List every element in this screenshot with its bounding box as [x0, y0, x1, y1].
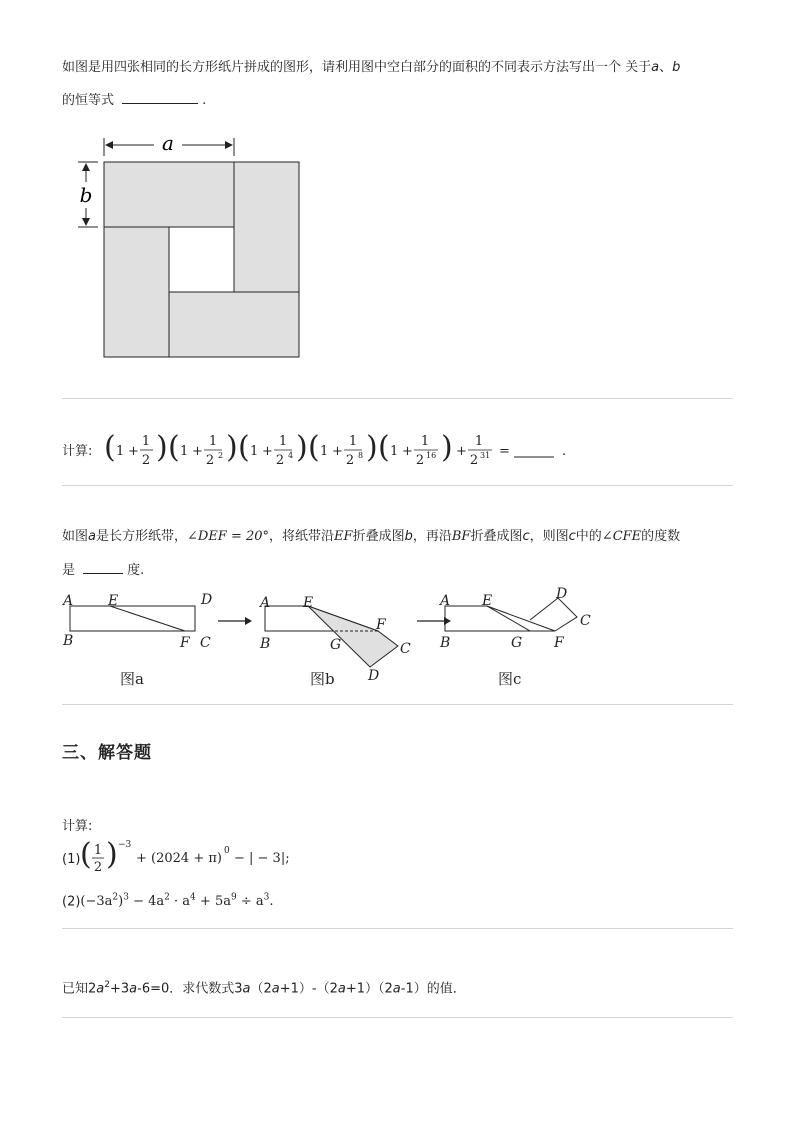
q5-t3: -6=0．求代数式3	[137, 981, 243, 997]
rect-left	[104, 227, 169, 357]
q3-angle2: ∠CFE	[601, 529, 642, 544]
q4-p2-b: )	[118, 894, 124, 910]
q5-a2: a	[129, 981, 138, 997]
q4-exp-neg3: −3	[118, 840, 132, 850]
q3-figures	[60, 585, 600, 695]
q4-part2-expr	[80, 894, 273, 909]
fig-a-caption: 图a	[120, 670, 144, 688]
dim-a-label: a	[162, 131, 174, 155]
q2-plus-1: +	[128, 444, 139, 459]
q4-part1-index: (1)	[62, 852, 81, 867]
q5-t5: +1）-（2	[279, 981, 338, 997]
q1-sep: 、	[659, 60, 673, 75]
q2-one-3: 1	[250, 444, 259, 459]
q5-t1: 已知2	[62, 981, 97, 997]
fig-a-label-C: C	[200, 635, 211, 651]
q4-p2-a: (−3a	[80, 894, 113, 910]
q3-t8: 中的	[575, 529, 602, 544]
divider-2	[62, 485, 733, 486]
q1-line2-text: 的恒等式	[62, 93, 115, 108]
fig-a-label-F: F	[180, 635, 190, 651]
q4-p2-e: + 5a	[195, 894, 231, 910]
q3-t7: ，则图	[529, 529, 569, 544]
q1-answer-blank[interactable]	[122, 89, 198, 104]
q2-terms	[104, 430, 566, 468]
q3-t5: ，再沿	[412, 529, 452, 544]
q4-p2-b-exp: 3	[123, 893, 129, 903]
divider-3	[62, 704, 733, 705]
q2-paren-close-5: )	[441, 430, 453, 465]
q3-line1	[62, 527, 680, 547]
q2-exp-5: 16	[426, 451, 437, 460]
fig-b-label-C: C	[400, 641, 411, 657]
q4-p2-d: · a	[169, 894, 191, 910]
divider-1	[62, 398, 733, 399]
rect-right	[234, 162, 299, 292]
q2-paren-open-1: (	[104, 430, 116, 465]
q5-a1: a	[96, 981, 105, 997]
fig-c-strip	[445, 606, 530, 631]
q2-label: 计算:	[62, 444, 93, 459]
q2-paren-close-2: )	[226, 430, 238, 465]
q2-den-tail: 2	[469, 453, 479, 468]
rect-bottom	[169, 292, 299, 357]
q2-plus-4: +	[332, 444, 343, 459]
divider-5	[62, 1017, 733, 1018]
fig-b-label-F: F	[376, 617, 386, 633]
q4-p2-a-exp: 2	[112, 893, 119, 903]
q2-plus-2: +	[192, 444, 203, 459]
q2-expression	[100, 426, 580, 476]
q2-paren-open-3: (	[238, 430, 250, 465]
q4-part2-index: (2)	[62, 894, 81, 910]
q3-ef: EF	[334, 529, 353, 544]
fig-a-label-B: B	[63, 633, 74, 649]
q3-angle: ∠DEF = 20°	[187, 529, 270, 544]
q1-line1	[62, 58, 680, 78]
q3-t1: 如图	[62, 529, 89, 544]
fig-b-caption: 图b	[310, 670, 335, 688]
fig-c-line-ef	[487, 606, 555, 631]
fig-a-line-ef	[110, 606, 185, 631]
q5-t6: +1）（2	[345, 981, 393, 997]
q2-exp-tail: 31	[480, 451, 491, 460]
q3-t2: 是长方形纸带，	[95, 529, 187, 544]
q2-num-1: 1	[141, 434, 151, 449]
fig-c-label-D: D	[556, 586, 568, 602]
q3-t6: 折叠成图	[470, 529, 523, 544]
q2-num-5: 1	[420, 434, 430, 449]
q2-one-5: 1	[390, 444, 399, 459]
q2-paren-close-1: )	[156, 430, 168, 465]
center-square	[169, 227, 234, 292]
q2-one-1: 1	[116, 444, 125, 459]
fig-c-label-G: G	[511, 635, 523, 651]
fig-a-label-A: A	[63, 593, 74, 609]
q4-label: 计算:	[62, 819, 93, 834]
q5-a6: a	[392, 981, 401, 997]
q5-t4: （2	[250, 981, 272, 997]
q3-line2-a: 是	[62, 563, 76, 578]
q3-t3: ，将纸带沿	[269, 529, 335, 544]
fig-c-label-C: C	[580, 613, 591, 629]
q4-half-num: 1	[93, 843, 103, 858]
q3-t9: 的度数	[641, 529, 681, 544]
q2-paren-close-4: )	[366, 430, 378, 465]
q2-plus-tail: +	[456, 444, 467, 459]
q2-exp-3: 4	[288, 451, 294, 460]
q2-equals: =	[499, 444, 510, 459]
fig-c-label-E: E	[482, 593, 493, 609]
q3-b: b	[404, 529, 413, 544]
q4-p2-f-exp: 3	[263, 893, 270, 903]
q4-p2-c-exp: 2	[164, 893, 170, 903]
fig-c-label-A: A	[440, 593, 451, 609]
q3-line2	[62, 559, 144, 581]
q4-p1-rest: + (2024 + π)	[136, 851, 222, 866]
q2-paren-close-3: )	[296, 430, 308, 465]
q2-plus-3: +	[262, 444, 273, 459]
q5-a5: a	[337, 981, 346, 997]
q4-exp0: 0	[224, 846, 230, 856]
q5-exp: 2	[104, 980, 110, 990]
q2-plus-5: +	[402, 444, 413, 459]
q2-num-2: 1	[208, 434, 218, 449]
q4-p2-c: − 4a	[133, 894, 165, 910]
fig-c-label-F: F	[554, 635, 564, 651]
section-title: 三、解答题	[62, 743, 152, 763]
rect-top	[104, 162, 234, 227]
q1-line2	[62, 89, 206, 111]
q2-exp-2: 2	[218, 451, 224, 460]
fig-a-strip	[70, 606, 195, 631]
q4-paren-close: )	[106, 837, 118, 872]
fig-b-label-E: E	[303, 595, 314, 611]
q4-part1-expression	[80, 836, 360, 876]
fig-b-label-D: D	[368, 668, 380, 684]
q4-p2-d-exp: 4	[190, 893, 196, 903]
fig-a-label-E: E	[108, 593, 119, 609]
q1-end: .	[202, 93, 207, 108]
q4-p2-f: ÷ a	[236, 894, 264, 910]
q4-paren-open: (	[80, 837, 92, 872]
q3-line2-b: 度.	[127, 563, 145, 578]
q2-den-1: 2	[141, 453, 151, 468]
q2-paren-open-2: (	[168, 430, 180, 465]
fig-c-fold	[530, 598, 577, 631]
fig-b-label-A: A	[260, 595, 271, 611]
q5-t2: +3	[109, 981, 130, 997]
q2-num-tail: 1	[474, 434, 484, 449]
q3-answer-blank[interactable]	[83, 559, 123, 574]
q3-c2: c	[568, 529, 576, 544]
q3-c: c	[522, 529, 530, 544]
q2-num-3: 1	[278, 434, 288, 449]
q2-one-2: 1	[180, 444, 189, 459]
q2-paren-open-5: (	[378, 430, 390, 465]
q4-part2	[62, 888, 274, 912]
q3-a: a	[88, 529, 96, 544]
divider-4	[62, 928, 733, 929]
q2-exp-4: 8	[358, 451, 364, 460]
q1-var-a: a	[651, 60, 660, 75]
q5-a3: a	[242, 981, 251, 997]
q2-one-4: 1	[320, 444, 329, 459]
q1-figure	[70, 130, 310, 362]
q2-den-3: 2	[275, 453, 285, 468]
q2-num-4: 1	[348, 434, 358, 449]
q2-den-2: 2	[205, 453, 215, 468]
q1-text: 如图是用四张相同的长方形纸片拼成的图形，请利用图中空白部分的面积的不同表示方法写出一个 关于	[62, 60, 652, 75]
q4-p1-tail: − | − 3|;	[234, 851, 290, 866]
dim-b-label: b	[79, 183, 93, 207]
fig-c-label-B: B	[440, 635, 451, 651]
fig-b-label-B: B	[260, 636, 271, 652]
fig-a-label-D: D	[201, 592, 213, 608]
q5-t7: -1）的值．	[400, 981, 466, 997]
q4-half-den: 2	[93, 860, 103, 875]
q2-den-5: 2	[415, 453, 425, 468]
q2-den-4: 2	[345, 453, 355, 468]
q4-p2-e-exp: 9	[230, 893, 237, 903]
q5-text	[62, 975, 466, 999]
fig-b-label-G: G	[330, 637, 342, 653]
fig-b-fold	[308, 606, 398, 667]
q1-var-b: b	[672, 60, 681, 75]
q4-p2-end: .	[269, 894, 274, 910]
q2-end: .	[562, 444, 567, 459]
arrow-1-head	[245, 617, 252, 625]
q3-bf: BF	[451, 529, 471, 544]
q2-paren-open-4: (	[308, 430, 320, 465]
fig-c-caption: 图c	[498, 670, 522, 688]
q5-a4: a	[271, 981, 280, 997]
q3-t4: 折叠成图	[352, 529, 405, 544]
